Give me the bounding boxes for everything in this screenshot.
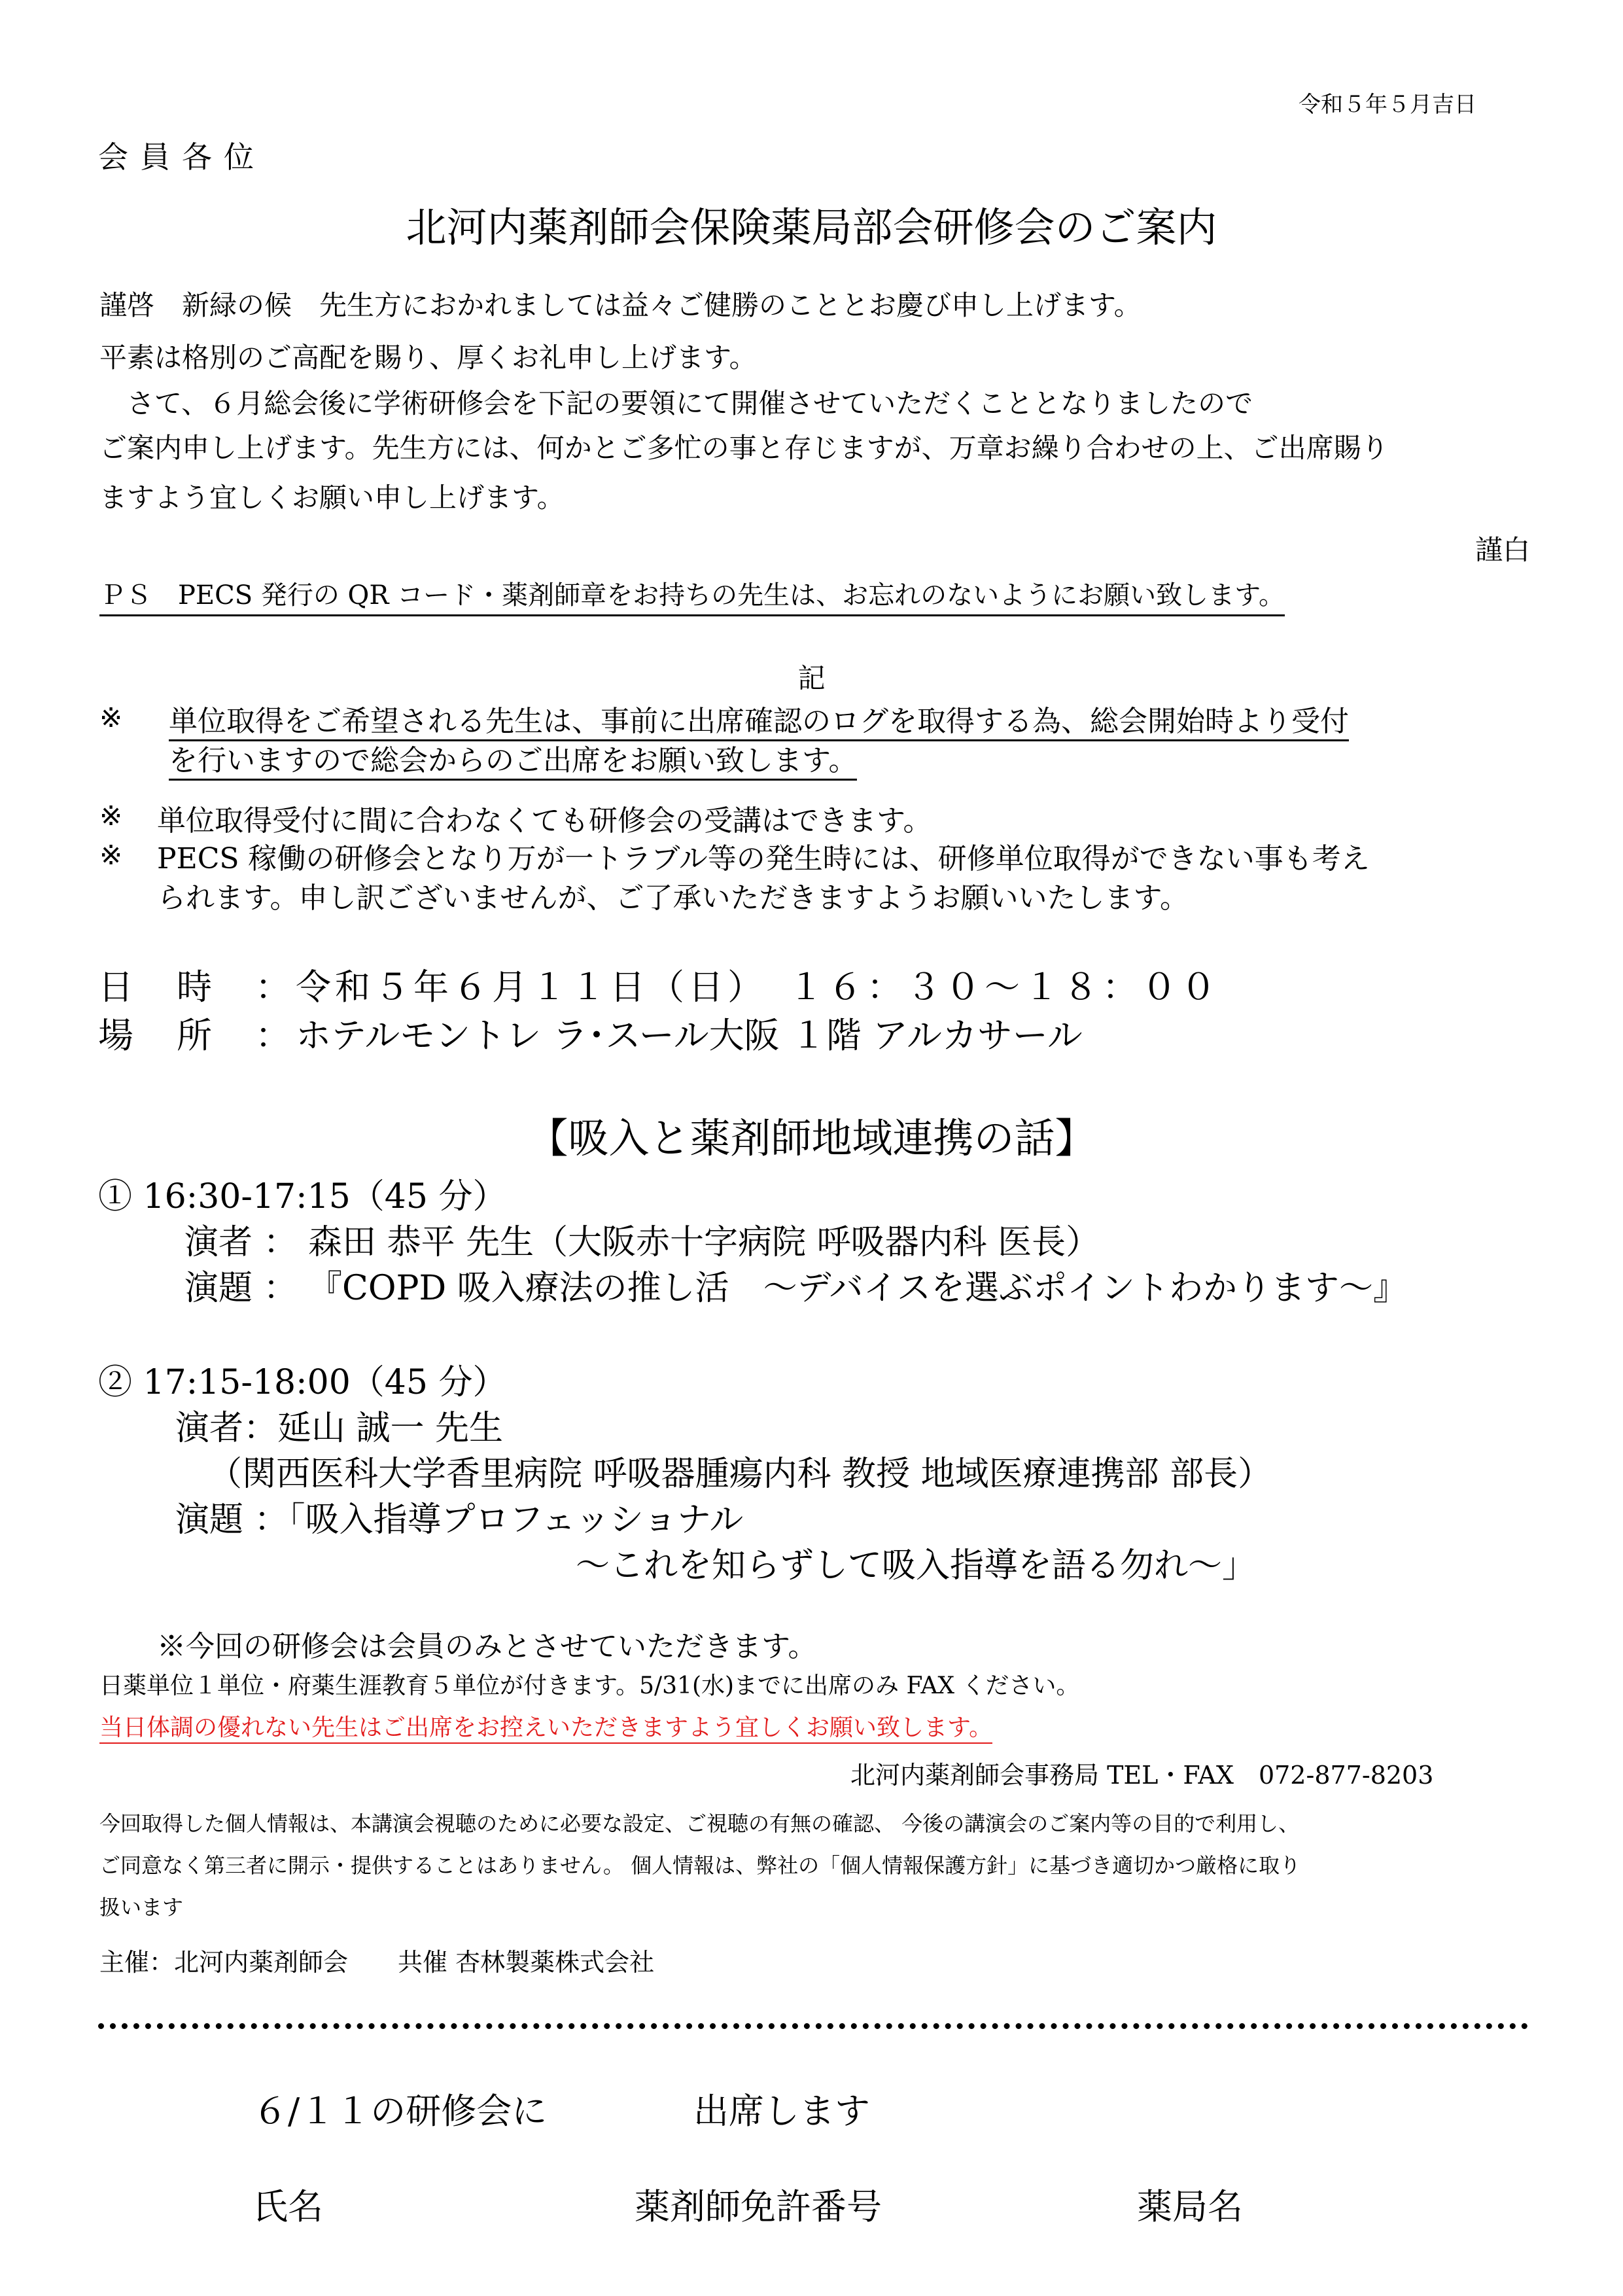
office-contact: 北河内薬剤師会事務局 TEL・FAX 072-877-8203 <box>850 1761 1434 1790</box>
note-1-line-1: 単位取得をご希望される先生は、事前に出席確認のログを取得する為、総会開始時より受付 <box>169 698 1349 741</box>
note-mark: ※ <box>99 800 123 832</box>
note-mark: ※ <box>99 839 123 871</box>
program-2-topic-1: 演題 ：「吸入指導プロフェッショナル <box>175 1500 744 1540</box>
note-2: 単位取得受付に間に合わなくても研修会の受講はできます。 <box>157 804 932 838</box>
letter-line-3: さて、６月総会後に学術研修会を下記の要領にて開催させていただくこととなりましたので <box>99 387 1253 419</box>
note-mark: ※ <box>99 701 123 733</box>
ps-note: ＰＳ PECS 発行の QR コード・薬剤師章をお持ちの先生は、お忘れのないようにお願い致します。 <box>99 574 1285 616</box>
privacy-line-1: 今回取得した個人情報は、本講演会視聴のために必要な設定、ご視聴の有無の確認、 今後の講演会のご案内等の目的で利用し、 <box>99 1811 1300 1836</box>
program-1-topic: 演題 ： 『COPD 吸入療法の推し活 ～デバイスを選ぶポイントわかります～』 <box>184 1269 1408 1308</box>
place-value: ホテルモントレ ラ･スール大阪 １階 アルカサール <box>296 1015 1083 1056</box>
note-3-line-1: PECS 稼働の研修会となり万が一トラブル等の発生時には、研修単位取得ができない事も考え <box>157 842 1370 875</box>
program-2-time: ② 17:15-18:00（45 分） <box>98 1363 507 1402</box>
letter-line-1: 謹啓 新緑の候 先生方におかれましては益々ご健勝のこととお慶び申し上げます。 <box>99 289 1142 321</box>
privacy-line-2: ご同意なく第三者に開示・提供することはありません。 個人情報は、弊社の「個人情報保護方針」に基づき適切かつ厳格に取り <box>99 1853 1301 1878</box>
program-1-speaker: 演者 ： 森田 恭平 先生（大阪赤十字病院 呼吸器内科 医長） <box>184 1223 1100 1262</box>
program-2-speaker: 演者：延山 誠一 先生 <box>175 1409 504 1448</box>
program-1-time: ① 16:30-17:15（45 分） <box>98 1177 507 1216</box>
closing-word: 謹白 <box>1475 534 1531 566</box>
members-only-note: ※今回の研修会は会員のみとさせていただきます。 <box>157 1630 817 1663</box>
program-title: 【吸入と薬剤師地域連携の話】 <box>527 1114 1096 1162</box>
note-3-line-2: られます。申し訳ございませんが、ご了承いただきますようお願いいたします。 <box>157 881 1189 915</box>
license-field-label[interactable]: 薬剤師免許番号 <box>635 2186 882 2227</box>
letter-line-2: 平素は格別のご高配を賜り、厚くお礼申し上げます。 <box>99 342 757 374</box>
health-notice: 当日体調の優れない先生はご出席をお控えいただきますよう宜しくお願い致します。 <box>99 1709 992 1744</box>
letter-line-4: ご案内申し上げます。先生方には、何かとご多忙の事と存じますが、万章お繰り合わせの上、ご出席賜り <box>99 432 1389 464</box>
name-field-label[interactable]: 氏名 <box>253 2186 323 2227</box>
letter-line-5: ますよう宜しくお願い申し上げます。 <box>99 482 565 514</box>
document-title: 北河内薬剤師会保険薬局部会研修会のご案内 <box>406 203 1217 251</box>
organizers: 主催：北河内薬剤師会 共催 杏林製薬株式会社 <box>99 1948 655 1977</box>
credits-note: 日薬単位１単位・府薬生涯教育５単位が付きます。5/31(水)までに出席のみ FAX ください。 <box>99 1672 1080 1699</box>
attend-prefix: ６/１１の研修会に <box>253 2091 548 2132</box>
place-label: 場 所 ： <box>98 1015 294 1056</box>
program-2-affiliation: （関西医科大学香里病院 呼吸器腫瘍内科 教授 地域医療連携部 部長） <box>208 1455 1272 1494</box>
cut-line <box>98 2023 1528 2029</box>
addressee: 会員各位 <box>98 139 266 175</box>
datetime-value: 令和５年６月１１日（日） １６：３０～１８：００ <box>296 966 1220 1008</box>
ki-heading: 記 <box>797 662 826 694</box>
privacy-line-3: 扱います <box>99 1895 184 1920</box>
program-2-topic-2: ～これを知らずして吸入指導を語る勿れ～」 <box>576 1546 1257 1585</box>
pharmacy-field-label[interactable]: 薬局名 <box>1137 2186 1243 2227</box>
attend-option[interactable]: 出席します <box>693 2091 870 2132</box>
datetime-label: 日 時 ： <box>98 966 294 1008</box>
note-1-line-2: を行いますので総会からのご出席をお願い致します。 <box>169 737 857 781</box>
issue-date: 令和５年５月吉日 <box>1299 92 1476 118</box>
